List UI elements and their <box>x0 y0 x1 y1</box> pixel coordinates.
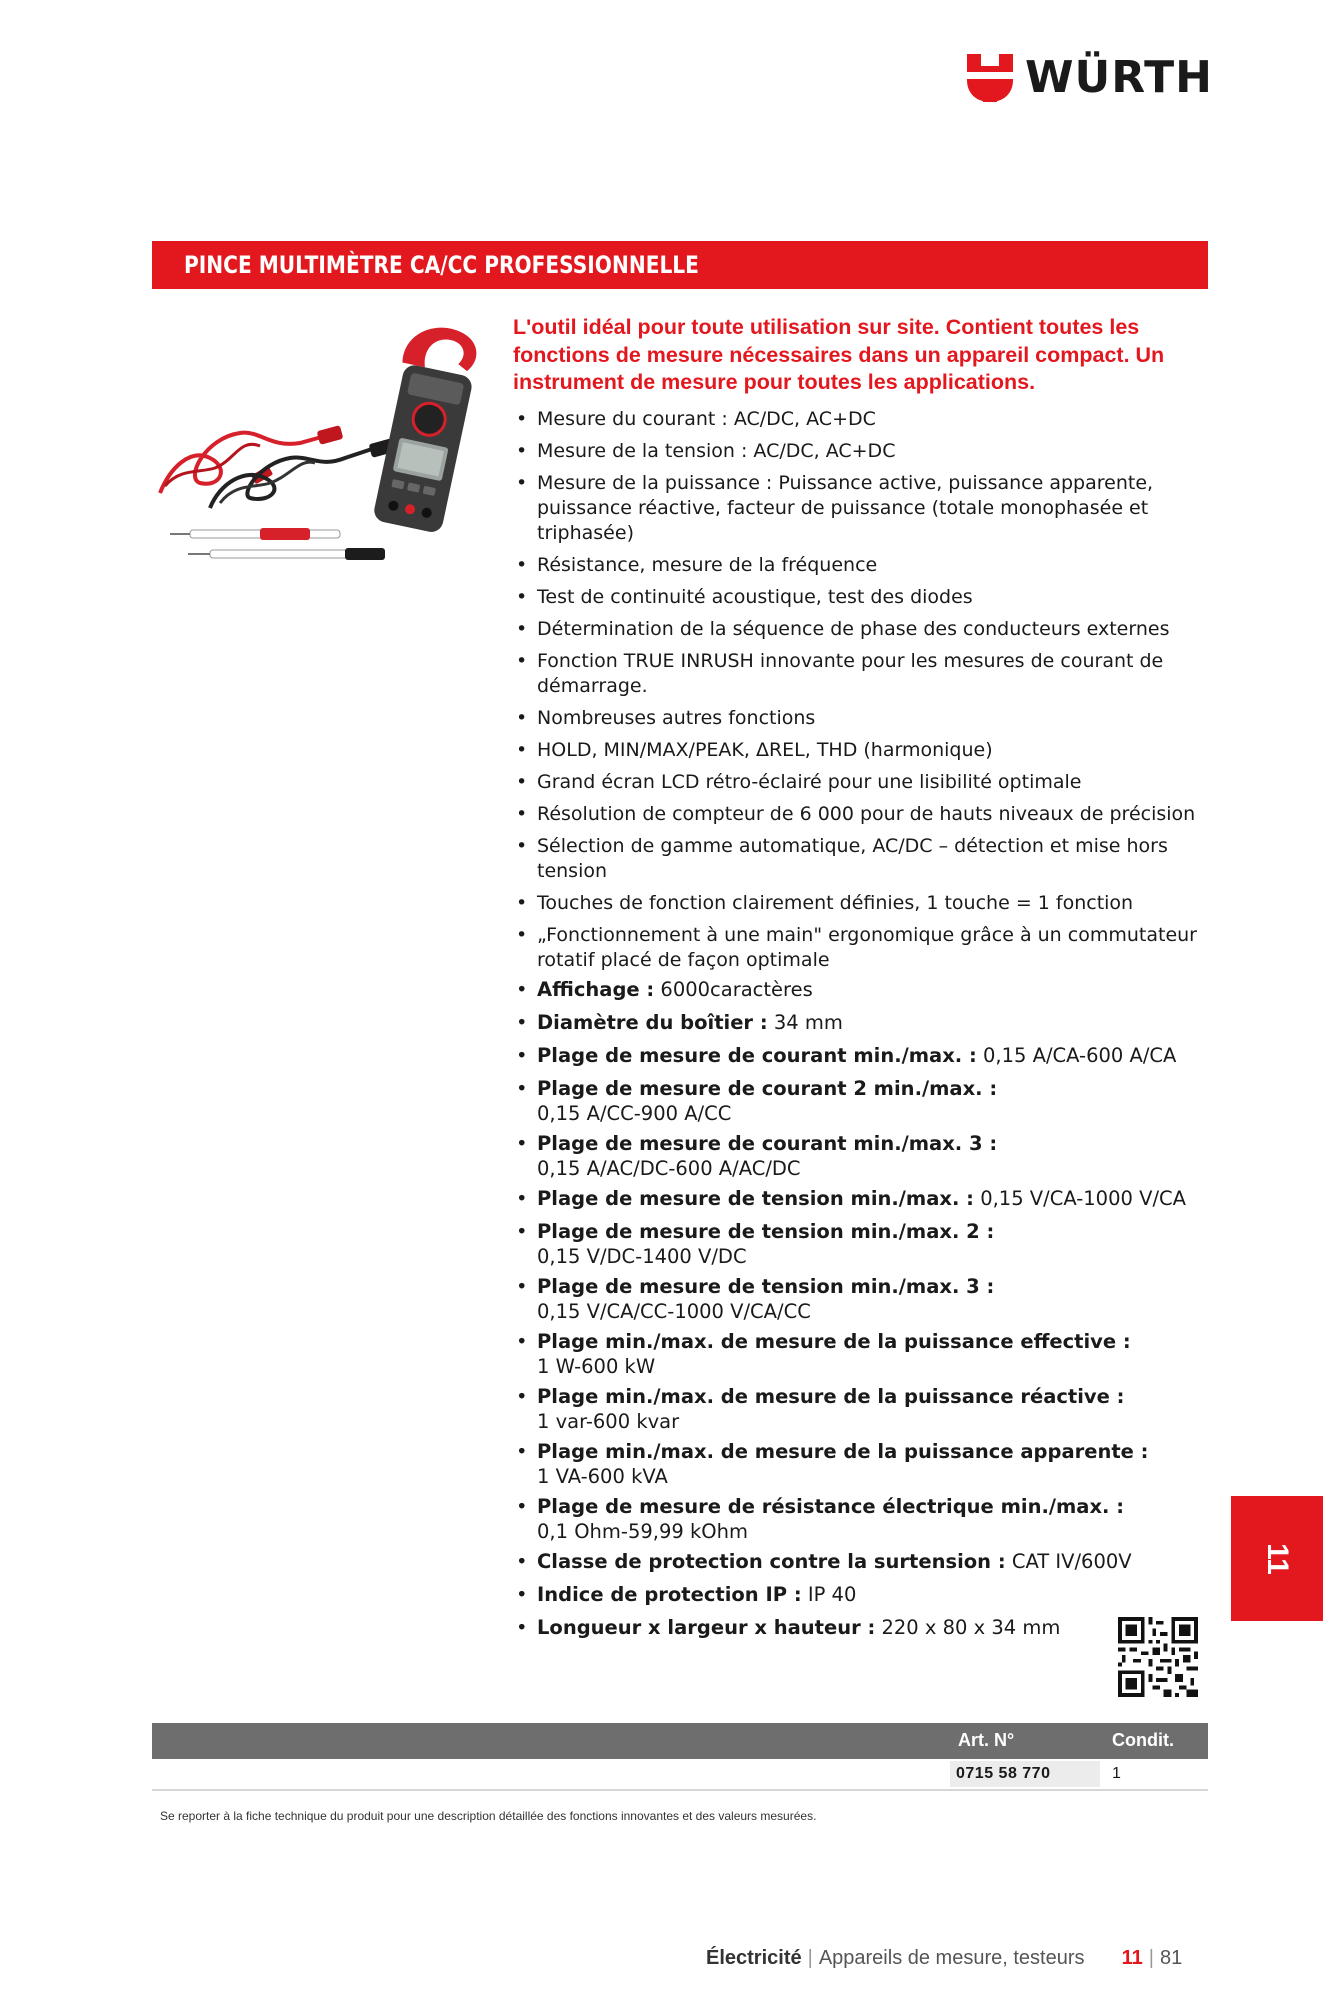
spec-label: Plage de mesure de résistance électrique min./max. : <box>537 1495 1125 1518</box>
list-item: • Résistance, mesure de la fréquence <box>514 553 1214 578</box>
spec-item <box>514 1329 1214 1379</box>
page-footer <box>706 1947 1182 1970</box>
spec-label: Plage de mesure de courant min./max. : <box>537 1044 977 1067</box>
spec-label: Diamètre du boîtier : <box>537 1011 768 1034</box>
footer-chapter: 11 <box>1121 1947 1143 1969</box>
spec-item <box>514 1076 1214 1126</box>
list-item: • Test de continuité acoustique, test des diodes <box>514 585 1214 610</box>
spec-item <box>514 1549 1214 1574</box>
page-number: 81 <box>1159 1947 1183 1969</box>
spec-value: 0,1 Ohm-59,99 kOhm <box>537 1520 748 1543</box>
spec-value: 1 W-600 kW <box>537 1355 656 1378</box>
spec-item <box>514 1615 1214 1640</box>
footer-separator: | <box>1148 1947 1154 1969</box>
spec-label: Indice de protection IP : <box>537 1583 802 1606</box>
section-title-bar <box>152 241 1208 289</box>
spec-value: 6000caractères <box>660 978 813 1001</box>
brand-name: WÜRTH <box>1025 52 1214 103</box>
footer-separator: | <box>807 1947 813 1969</box>
list-item: • Fonction TRUE INRUSH innovante pour les mesures de courant de démarrage. <box>514 649 1214 699</box>
feature-list <box>514 407 1214 1648</box>
spec-label: Classe de protection contre la surtension : <box>537 1550 1006 1573</box>
spec-label: Plage min./max. de mesure de la puissance effective : <box>537 1330 1131 1353</box>
spec-label: Longueur x largeur x hauteur : <box>537 1616 876 1639</box>
list-item: • Sélection de gamme automatique, AC/DC – détection et mise hors tension <box>514 834 1214 884</box>
spec-value: 1 VA-600 kVA <box>537 1465 668 1488</box>
list-item: • Touches de fonction clairement définies, 1 touche = 1 fonction <box>514 891 1214 916</box>
spec-item <box>514 977 1214 1002</box>
spec-value: 0,15 A/AC/DC-600 A/AC/DC <box>537 1157 801 1180</box>
intro-text: L'outil idéal pour toute utilisation sur site. Contient toutes les fonctions de mesure nécessaires dans un appareil compact. Un instrument de mesure pour toutes les applications. <box>513 315 1165 394</box>
list-item: • Mesure de la tension : AC/DC, AC+DC <box>514 439 1214 464</box>
packaging-quantity: 1 <box>1112 1765 1121 1782</box>
footer-section: Appareils de mesure, testeurs <box>818 1947 1085 1969</box>
article-table <box>152 1723 1208 1791</box>
wurth-w-icon <box>965 52 1015 104</box>
spec-value: 1 var-600 kvar <box>537 1410 680 1433</box>
article-number: 0715 58 770 <box>950 1761 1100 1787</box>
wurth-logo <box>965 52 1213 104</box>
spec-label: Plage de mesure de tension min./max. 3 : <box>537 1275 995 1298</box>
spec-label: Plage de mesure de tension min./max. 2 : <box>537 1220 995 1243</box>
table-row[interactable] <box>152 1759 1208 1791</box>
list-item: • Détermination de la séquence de phase des conducteurs externes <box>514 617 1214 642</box>
clamp-multimeter-image <box>150 318 480 568</box>
chapter-number: 11 <box>1261 1542 1294 1575</box>
list-item: • HOLD, MIN/MAX/PEAK, ΔREL, THD (harmonique) <box>514 738 1214 763</box>
spec-item <box>514 1131 1214 1181</box>
spec-item <box>514 1010 1214 1035</box>
column-header-condit: Condit. <box>1112 1730 1174 1750</box>
footer-category: Électricité <box>706 1947 802 1969</box>
spec-value: 220 x 80 x 34 mm <box>881 1616 1061 1639</box>
spec-label: Plage de mesure de courant min./max. 3 : <box>537 1132 998 1155</box>
table-header <box>152 1723 1208 1759</box>
list-item: • Mesure du courant : AC/DC, AC+DC <box>514 407 1214 432</box>
list-item: • „Fonctionnement à une main" ergonomique grâce à un commutateur rotatif placé de façon optimale <box>514 923 1214 973</box>
spec-item <box>514 1494 1214 1544</box>
spec-item <box>514 1043 1214 1068</box>
spec-item <box>514 1186 1214 1211</box>
spec-value: 0,15 V/DC-1400 V/DC <box>537 1245 747 1268</box>
spec-value: 34 mm <box>773 1011 843 1034</box>
page-title: PINCE MULTIMÈTRE CA/CC PROFESSIONNELLE <box>184 251 699 279</box>
list-item: • Grand écran LCD rétro-éclairé pour une lisibilité optimale <box>514 770 1214 795</box>
spec-label: Plage de mesure de courant 2 min./max. : <box>537 1077 998 1100</box>
spec-label: Affichage : <box>537 978 655 1001</box>
list-item: • Résolution de compteur de 6 000 pour de hauts niveaux de précision <box>514 802 1214 827</box>
spec-label: Plage min./max. de mesure de la puissance réactive : <box>537 1385 1125 1408</box>
list-item: • Nombreuses autres fonctions <box>514 706 1214 731</box>
column-header-art-no: Art. N° <box>958 1730 1015 1750</box>
spec-item <box>514 1274 1214 1324</box>
chapter-tab[interactable] <box>1231 1496 1323 1621</box>
qr-code-icon[interactable] <box>1118 1617 1198 1697</box>
spec-value: CAT IV/600V <box>1011 1550 1132 1573</box>
spec-value: 0,15 A/CC-900 A/CC <box>537 1102 732 1125</box>
spec-item <box>514 1582 1214 1607</box>
spec-value: 0,15 A/CA-600 A/CA <box>983 1044 1177 1067</box>
list-item: • Mesure de la puissance : Puissance active, puissance apparente, puissance réactive, facteur de puissance (totale monophasée et triphasée) <box>514 471 1214 546</box>
spec-label: Plage de mesure de tension min./max. : <box>537 1187 974 1210</box>
spec-item <box>514 1384 1214 1434</box>
spec-value: 0,15 V/CA/CC-1000 V/CA/CC <box>537 1300 811 1323</box>
spec-label: Plage min./max. de mesure de la puissance apparente : <box>537 1440 1149 1463</box>
spec-value: 0,15 V/CA-1000 V/CA <box>980 1187 1186 1210</box>
spec-item <box>514 1219 1214 1269</box>
spec-item <box>514 1439 1214 1489</box>
spec-value: IP 40 <box>807 1583 857 1606</box>
footnote: Se reporter à la fiche technique du produit pour une description détaillée des fonctions innovantes et des valeurs mesurées. <box>160 1809 817 1823</box>
